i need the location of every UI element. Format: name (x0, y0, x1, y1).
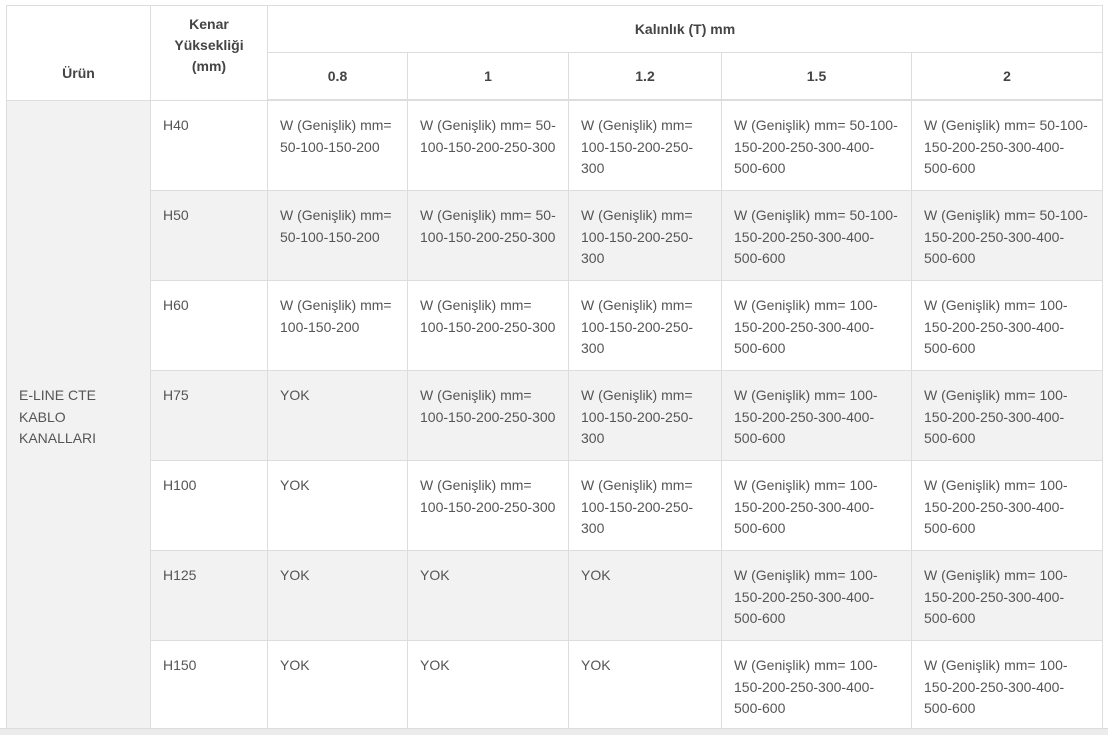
width-cell: YOK (408, 551, 569, 641)
height-cell: H60 (151, 281, 268, 371)
width-cell: W (Genişlik) mm= 100-150-200-250-300-400-500-600 (722, 281, 912, 371)
width-cell: W (Genişlik) mm= 100-150-200-250-300-400-500-600 (912, 281, 1103, 371)
width-cell: W (Genişlik) mm= 100-150-200-250-300 (569, 191, 722, 281)
width-cell: W (Genişlik) mm= 100-150-200-250-300 (408, 281, 569, 371)
thickness-value-header: 1.2 (569, 53, 722, 101)
table-row (7, 100, 1103, 191)
table-row (7, 551, 1103, 641)
thickness-value-header: 2 (912, 53, 1103, 101)
table-row (7, 641, 1103, 731)
width-cell: W (Genişlik) mm= 100-150-200-250-300-400-500-600 (722, 371, 912, 461)
width-cell: YOK (268, 641, 408, 731)
table-row (7, 461, 1103, 551)
height-cell: H40 (151, 100, 268, 191)
height-cell: H150 (151, 641, 268, 731)
width-cell: W (Genişlik) mm= 50-100-150-200 (268, 100, 408, 191)
width-cell: YOK (268, 551, 408, 641)
width-cell: W (Genişlik) mm= 100-150-200-250-300-400-500-600 (722, 461, 912, 551)
product-name-cell: E-LINE CTE KABLO KANALLARI (7, 100, 151, 731)
width-cell: YOK (268, 461, 408, 551)
width-cell: YOK (268, 371, 408, 461)
width-cell: W (Genişlik) mm= 100-150-200-250-300-400-500-600 (912, 641, 1103, 731)
width-cell: YOK (569, 641, 722, 731)
width-cell: W (Genişlik) mm= 100-150-200-250-300 (569, 461, 722, 551)
width-cell: W (Genişlik) mm= 100-150-200-250-300-400-500-600 (912, 551, 1103, 641)
thickness-value-header: 1.5 (722, 53, 912, 101)
thickness-value-header: 0.8 (268, 53, 408, 101)
header-row-top (7, 6, 1103, 53)
width-cell: W (Genişlik) mm= 50-100-150-200-250-300-400-500-600 (912, 100, 1103, 191)
spec-table (6, 5, 1103, 731)
width-cell: W (Genişlik) mm= 100-150-200 (268, 281, 408, 371)
thickness-header: Kalınlık (T) mm (268, 6, 1103, 53)
edge-height-header: Kenar Yüksekliği (mm) (151, 6, 268, 101)
thickness-value-header: 1 (408, 53, 569, 101)
height-cell: H100 (151, 461, 268, 551)
width-cell: W (Genişlik) mm= 100-150-200-250-300-400-500-600 (722, 641, 912, 731)
width-cell: W (Genişlik) mm= 50-100-150-200-250-300-400-500-600 (722, 100, 912, 191)
width-cell: YOK (408, 641, 569, 731)
height-cell: H75 (151, 371, 268, 461)
table-row (7, 191, 1103, 281)
width-cell: W (Genişlik) mm= 100-150-200-250-300-400-500-600 (912, 371, 1103, 461)
height-cell: H125 (151, 551, 268, 641)
product-header: Ürün (7, 6, 151, 101)
width-cell: W (Genişlik) mm= 100-150-200-250-300-400-500-600 (722, 551, 912, 641)
table-row (7, 281, 1103, 371)
width-cell: W (Genişlik) mm= 100-150-200-250-300-400-500-600 (912, 461, 1103, 551)
width-cell: W (Genişlik) mm= 100-150-200-250-300 (408, 371, 569, 461)
width-cell: W (Genişlik) mm= 100-150-200-250-300 (569, 100, 722, 191)
width-cell: W (Genişlik) mm= 50-100-150-200-250-300 (408, 100, 569, 191)
table-row (7, 371, 1103, 461)
width-cell: W (Genişlik) mm= 100-150-200-250-300 (569, 371, 722, 461)
width-cell: W (Genişlik) mm= 50-100-150-200-250-300 (408, 191, 569, 281)
width-cell: W (Genişlik) mm= 100-150-200-250-300 (569, 281, 722, 371)
width-cell: YOK (569, 551, 722, 641)
width-cell: W (Genişlik) mm= 50-100-150-200-250-300-400-500-600 (722, 191, 912, 281)
width-cell: W (Genişlik) mm= 50-100-150-200-250-300-400-500-600 (912, 191, 1103, 281)
height-cell: H50 (151, 191, 268, 281)
horizontal-scrollbar[interactable] (0, 728, 1108, 735)
width-cell: W (Genişlik) mm= 100-150-200-250-300 (408, 461, 569, 551)
width-cell: W (Genişlik) mm= 50-100-150-200 (268, 191, 408, 281)
